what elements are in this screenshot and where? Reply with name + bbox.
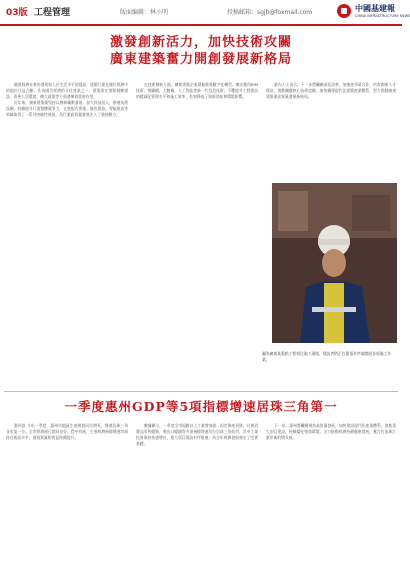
editor-credit: 版面编辑：林小明	[120, 9, 169, 16]
logo-name-en: CHINA INFRASTRUCTURE NEWS	[355, 14, 410, 18]
article1-column-1	[6, 82, 128, 384]
article1-photo	[272, 183, 397, 343]
article1-headline	[0, 34, 402, 76]
photo-caption: 圖為廣東某重點工程項目施工現場，建設者們正在緊張有序地開展各項施工作業。	[262, 351, 392, 362]
article2-column-3	[266, 423, 396, 559]
article2-paragraph: 惠州訊 今年一季度，惠州市地區生產總值同比增長，增速居珠三角各市第一位。全市經濟運行開局良好，穩中有進，主要經濟指標增速均保持在較高水平，發展質量和效益持續提升。	[6, 423, 128, 441]
page-header	[0, 0, 410, 26]
article2-column-2	[136, 423, 258, 559]
article2-column-1	[6, 423, 128, 559]
article-divider	[4, 391, 398, 392]
article1-column-2	[136, 82, 258, 384]
article1-column-3	[266, 82, 396, 178]
article1-headline-line1: 激發創新活力，加快技術攻關	[109, 35, 292, 50]
article2-paragraph: 數據顯示，一季度全市規模以上工業增加值、固定資產投資、社會消費品零售總額、進出口總額等多項指標增速均位居珠三角前列，其中工業投資保持快速增長，重大項目建設有序推進，為全年經濟發展奠定了堅實基礎。	[136, 423, 258, 447]
article2-paragraph: 下一步，惠州將繼續聚焦高質量發展，加快建設現代化產業體系，推進重大項目建設，持續優化營商環境，全力推動經濟持續健康發展，奮力打造珠江東岸新的增長極。	[266, 423, 396, 441]
logo-emblem-icon	[337, 4, 351, 18]
article1-paragraph: 隨着經濟社會的發展與人民生活水平的提高，建築行業在國民經濟中的地位日益凸顯。作為國民經濟的支柱產業之一，建築業在推動城鄉建設、改善人居環境、擴大就業等方面發揮着重要作用。	[6, 82, 128, 100]
page-number: 03版	[6, 8, 28, 18]
section-name: 工程管理	[34, 8, 71, 18]
article1-headline-line2: 廣東建築奮力開創發展新格局	[109, 52, 292, 67]
article1-paragraph: 近年來，廣東建築業堅持以創新驅動發展，加大科技投入，推進技術攻關，持續提升行業整體競爭力，在裝配式建築、綠色建造、智能建造等領域取得了一系列突破性進展，為行業高質量發展注入了強勁動力。	[6, 100, 128, 118]
article1-paragraph: 在技術創新方面，廣東建築企業積極推進數字化轉型，廣泛應用BIM技術、物聯網、大數據、人工智能等新一代信息技術，不斷提升工程建設的精細化管理水平和施工效率，有效降低了資源消耗和環境影響。	[136, 82, 258, 100]
construction-worker-image	[272, 183, 397, 343]
article1-paragraph: 業內人士表示，下一步將繼續深化改革，加強產學研合作，培育創新人才隊伍，推動關鍵核心技術攻關，加快構建現代化建築產業體系，努力開創廣東建築業高質量發展新格局。	[266, 82, 396, 100]
article2-headline: 一季度惠州GDP等5項指標增速居珠三角第一	[64, 399, 338, 414]
newspaper-logo	[337, 2, 410, 22]
logo-name-cn: 中國基建報	[355, 4, 395, 13]
submission-email: 投稿邮箱：sgjb@foxmail.com	[227, 9, 313, 16]
